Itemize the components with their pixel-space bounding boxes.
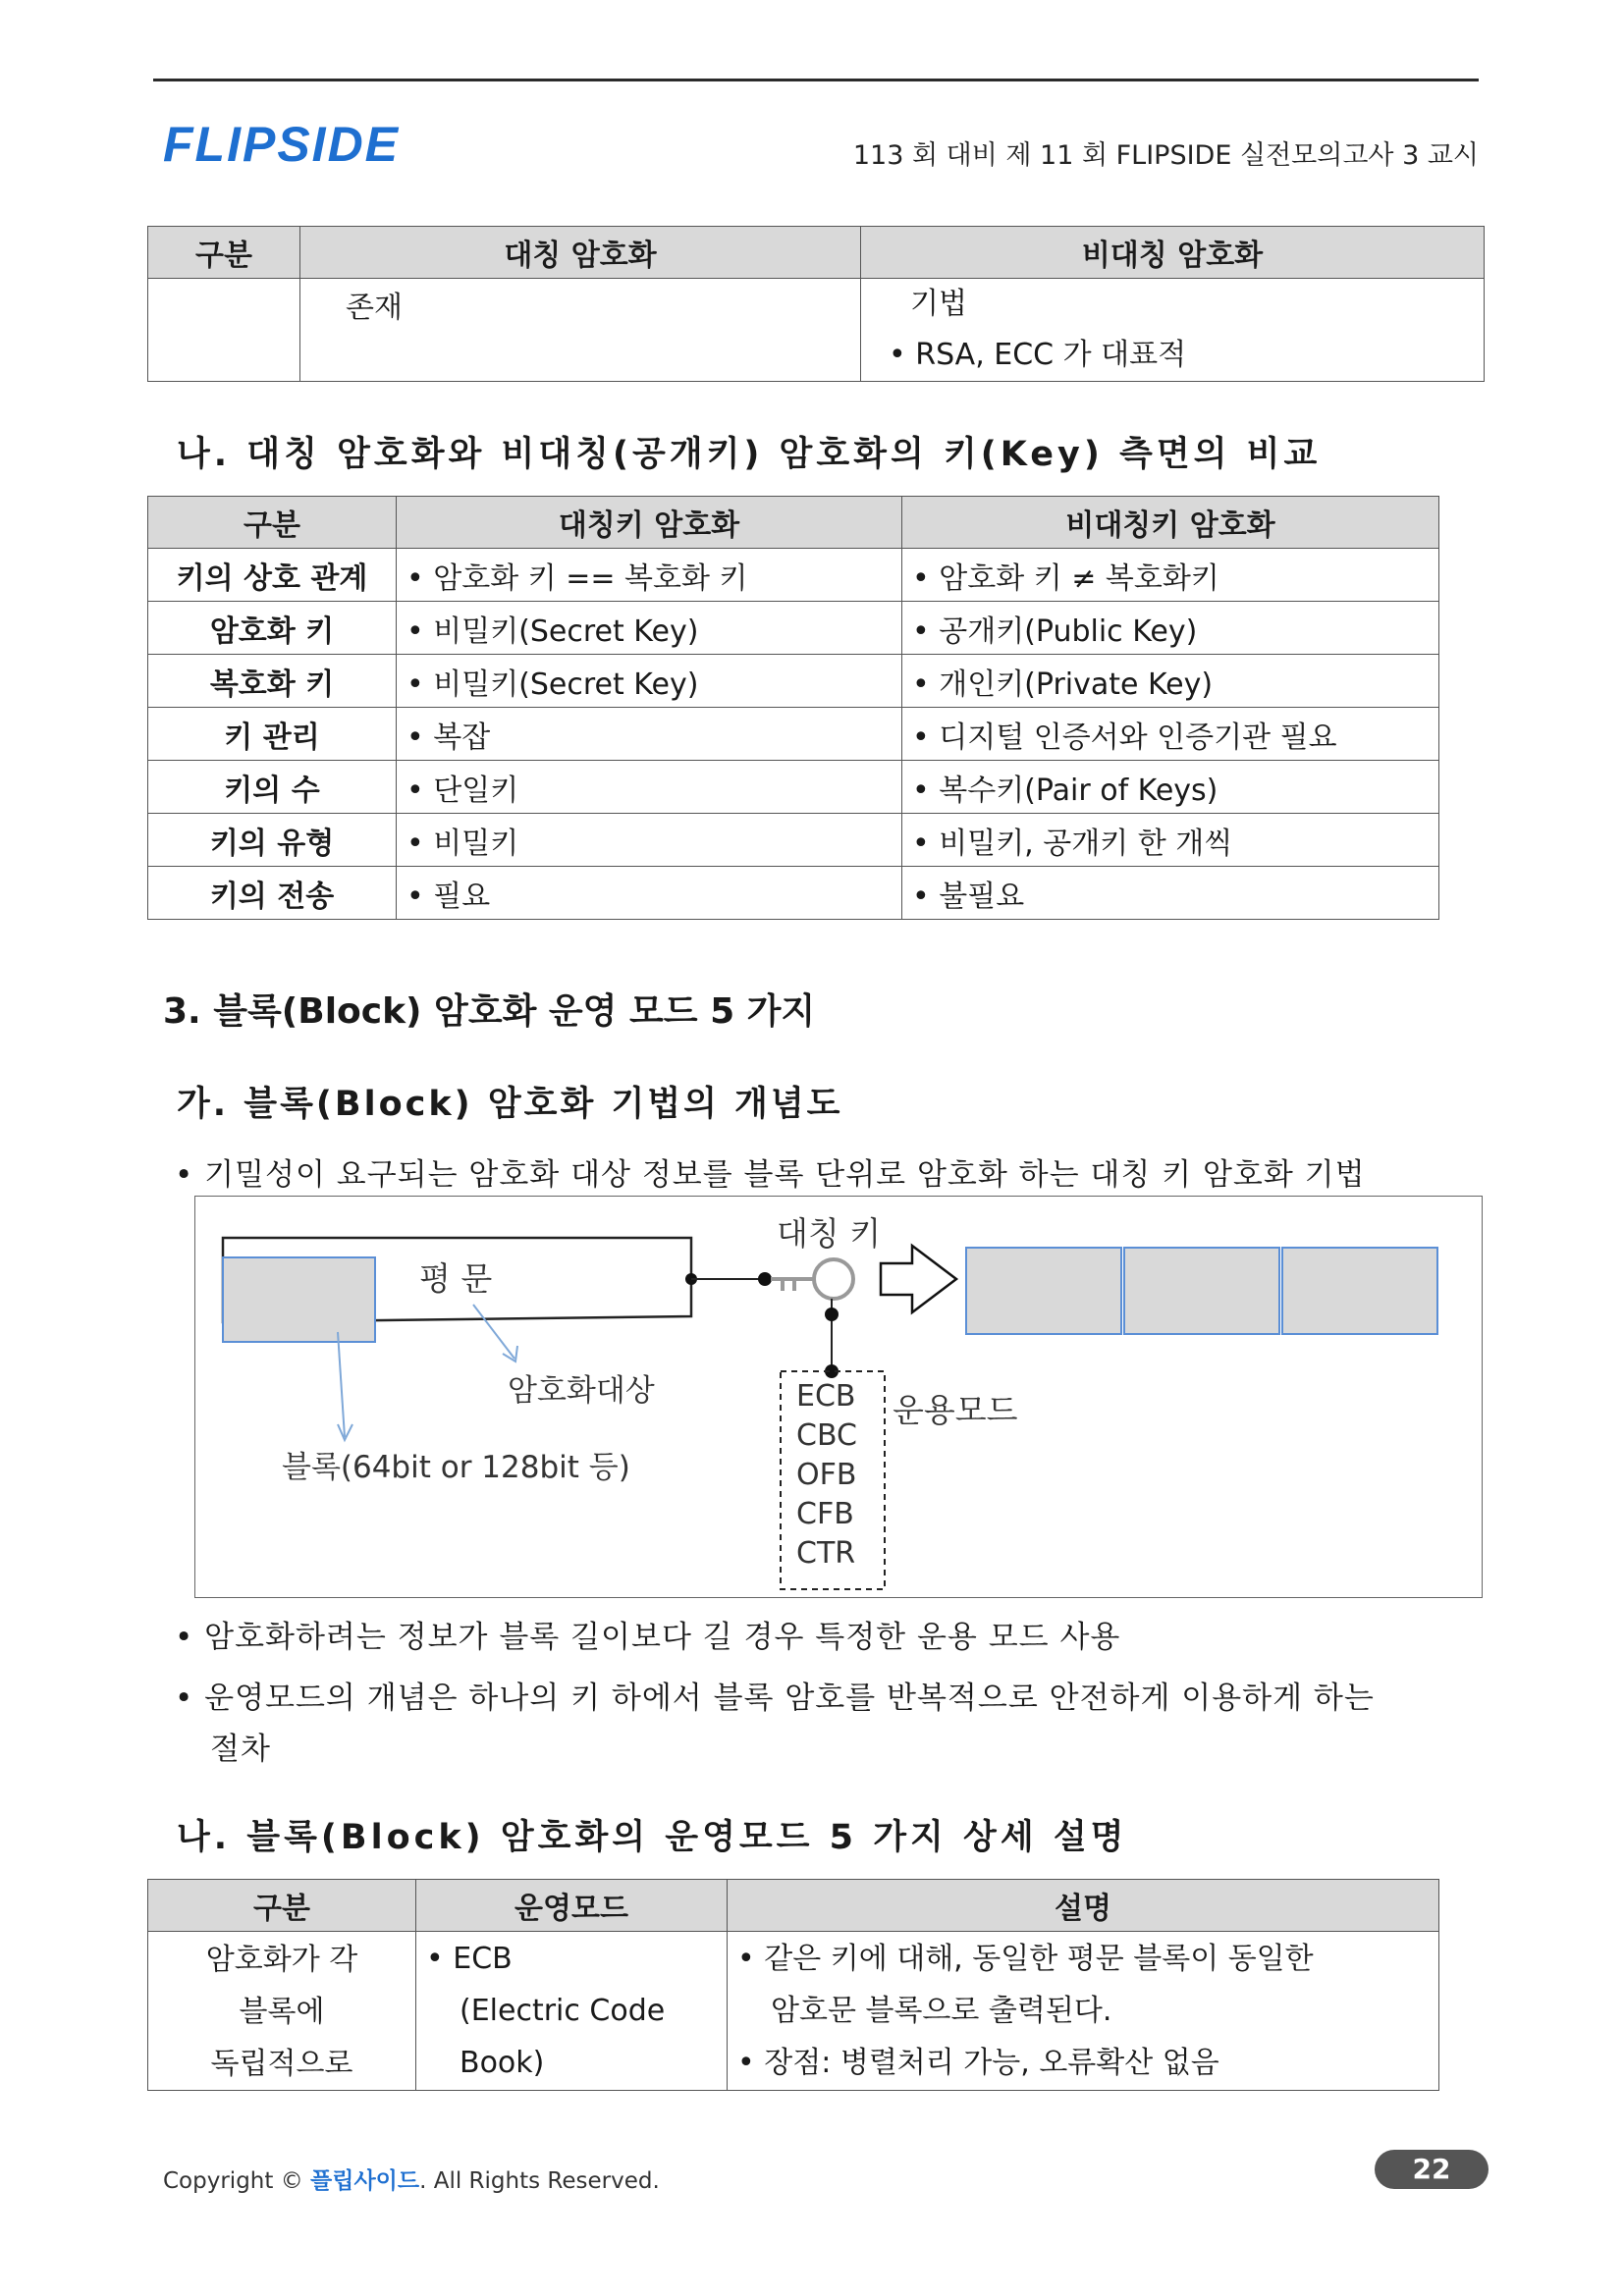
table-cell [728,1932,1439,2091]
table-modes [147,1879,1439,2091]
mode-item: CTR [796,1536,856,1571]
mode-item: ECB [796,1379,856,1414]
table-cell [416,1932,728,2091]
table-cell: 키 관리 [148,708,397,761]
table-cell: 키의 전송 [148,867,397,920]
section-heading: 나. 블록(Block) 암호화의 운영모드 5 가지 상세 설명 [177,1818,1128,1857]
key-icon [771,1259,853,1299]
section-heading: 가. 블록(Block) 암호화 기법의 개념도 [177,1085,843,1124]
footer-copyright [163,2163,660,2195]
table-key-comparison [147,496,1439,920]
col-header: 설명 [728,1880,1439,1932]
table-cell: 존재 [300,279,861,382]
table-cell: • 암호화 키 ≠ 복호화키 [902,549,1439,602]
arrow-icon [881,1246,956,1312]
table-row [148,655,1439,708]
table-cell [148,279,300,382]
table-cell: • 복잡 [397,708,902,761]
top-rule [153,79,1479,81]
plaintext-label: 평 문 [419,1259,493,1298]
cell-line: 암호화가 각 [205,1943,358,1977]
cell-line: 기법 [910,287,967,321]
bullet-text: • 운영모드의 개념은 하나의 키 하에서 블록 암호를 반복적으로 안전하게 이용하게 하는 [175,1673,1375,1717]
pointer-line [338,1332,345,1437]
symmetric-key-label: 대칭 키 [777,1214,882,1253]
table-cell: 키의 수 [148,761,397,814]
table-row [148,814,1439,867]
bullet-text-cont: 절차 [210,1732,271,1767]
block-label: 블록(64bit or 128bit 등) [282,1450,630,1485]
bullet-text: • 기밀성이 요구되는 암호화 대상 정보를 블록 단위로 암호화 하는 대칭 키 암호화 기법 [175,1149,1366,1194]
connector-dot [758,1272,772,1286]
cell-line: • 장점: 병렬처리 가능, 오류확산 없음 [737,2037,1429,2089]
table-row [148,1932,1439,2091]
page-number: 22 [1375,2150,1489,2189]
table-row [148,708,1439,761]
block-cipher-diagram [194,1196,1483,1598]
bullet-text: • 암호화하려는 정보가 블록 길이보다 길 경우 특정한 운용 모드 사용 [175,1612,1120,1656]
mode-item: CFB [796,1497,854,1531]
table-sym-asym-continued [147,226,1485,382]
cipher-block [1282,1248,1437,1334]
section-heading: 3. 블록(Block) 암호화 운영 모드 5 가지 [163,991,816,1032]
section-heading: 나. 대칭 암호화와 비대칭(공개키) 암호화의 키(Key) 측면의 비교 [177,435,1322,474]
table-cell: • 복수키(Pair of Keys) [902,761,1439,814]
table-cell: 복호화 키 [148,655,397,708]
table-cell: • 필요 [397,867,902,920]
table-cell: • 비밀키(Secret Key) [397,655,902,708]
cell-line: • 같은 키에 대해, 동일한 평문 블록이 동일한 [737,1933,1429,1985]
table-row [148,549,1439,602]
col-header: 구분 [148,1880,416,1932]
table-row [148,761,1439,814]
table-row [148,602,1439,655]
connector-dot [825,1308,839,1321]
col-header: 구분 [148,497,397,549]
table-row [148,867,1439,920]
table-cell: • 개인키(Private Key) [902,655,1439,708]
cell-line: 블록에 [239,1995,325,2029]
mode-item: CBC [796,1418,857,1453]
col-header: 대칭키 암호화 [397,497,902,549]
mode-list [796,1377,857,1574]
table-cell: • 암호화 키 == 복호화 키 [397,549,902,602]
copyright-text: Copyright © [163,2168,303,2194]
cipher-block [966,1248,1121,1334]
table-cell: 키의 유형 [148,814,397,867]
rights-text: . All Rights Reserved. [419,2168,660,2194]
cell-line: Book) [460,2046,545,2080]
table-cell: • 비밀키 [397,814,902,867]
cell-line: 암호문 블록으로 출력된다. [771,1994,1112,2028]
col-header: 구분 [148,227,300,279]
table-cell: • 비밀키, 공개키 한 개씩 [902,814,1439,867]
table-cell: 암호화 키 [148,602,397,655]
col-header: 운영모드 [416,1880,728,1932]
table-cell: • 불필요 [902,867,1439,920]
mode-item: OFB [796,1458,857,1492]
table-cell [148,1932,416,2091]
table-cell: • 공개키(Public Key) [902,602,1439,655]
exam-title: 113 회 대비 제 11 회 FLIPSIDE 실전모의고사 3 교시 [852,140,1479,171]
cell-line: • ECB [426,1933,717,1985]
cell-line: • RSA, ECC 가 대표적 [889,330,1474,381]
cell-line: (Electric Code [460,1994,666,2028]
col-header: 대칭 암호화 [300,227,861,279]
brand-link[interactable]: 플립사이드 [310,2168,420,2194]
cell-line: 독립적으로 [210,2047,353,2081]
block-rect [223,1257,375,1342]
table-cell: • 단일키 [397,761,902,814]
table-cell: • 비밀키(Secret Key) [397,602,902,655]
mode-label: 운용모드 [893,1391,1018,1429]
table-cell [861,279,1485,382]
table-cell: • 디지털 인증서와 인증기관 필요 [902,708,1439,761]
col-header: 비대칭 암호화 [861,227,1485,279]
flipside-logo: FLIPSIDE [163,117,401,172]
table-cell: 키의 상호 관계 [148,549,397,602]
cipher-block [1124,1248,1279,1334]
target-label: 암호화대상 [508,1373,655,1409]
col-header: 비대칭키 암호화 [902,497,1439,549]
